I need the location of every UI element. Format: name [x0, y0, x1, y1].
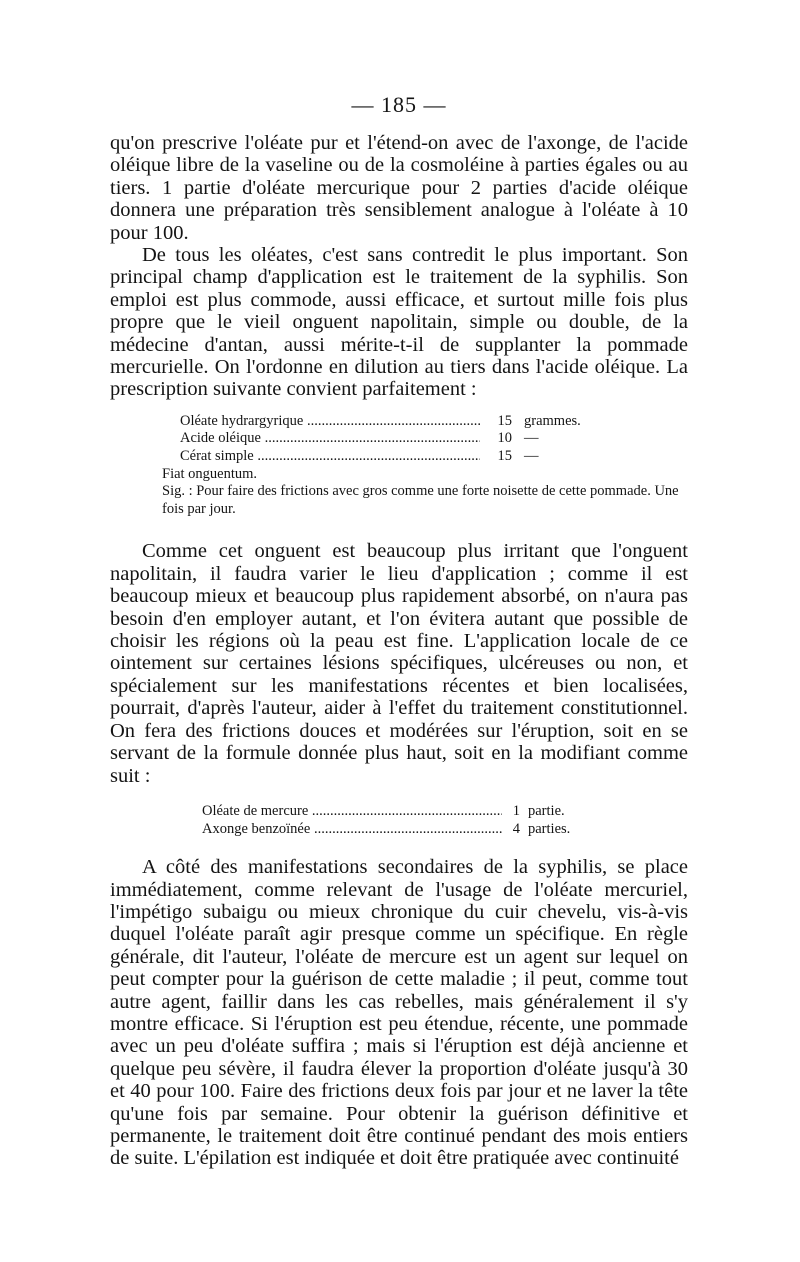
paragraph-3: Comme cet onguent est beaucoup plus irritant que l'onguent napolitain, il faudra varier le lieu d'application ; comme il est beaucoup mieux et beaucoup plus rapidement absorbé, on n'aura pas besoin d'en employer autant, et l'on évitera autant que possible de choisir les régions où la peau est fine. L'application locale de ce ointement sur certaines lésions spécifiques, ulcéreuses ou non, et spécialement sur les manifestations récentes et bien localisées, pourrait, d'après l'auteur, aider à l'effet du traitement constitutionnel. On fera des frictions douces et modérées sur l'éruption, soit en se servant de la formule donnée plus haut, soit en la modifiant comme suit :	[110, 540, 688, 787]
ingredient-name: Axonge benzoïnée .....	[202, 821, 502, 839]
ingredient-unit: —	[524, 430, 539, 447]
ingredient-unit: grammes.	[524, 412, 581, 429]
ingredient-quantity: 1	[512, 802, 520, 819]
ingredient-unit: parties.	[528, 820, 571, 837]
recipe-fiat: Fiat onguentum.	[162, 465, 258, 482]
paragraph-1: qu'on prescrive l'oléate pur et l'étend-on avec de l'axonge, de l'acide oléique libre de la vaseline ou de la cosmoléine à parties égales ou au tiers. 1 partie d'oléate mercurique pour 2 parties d'acide oléique donnera une préparation très sensiblement analogue à l'oléate à 10 pour 100.	[110, 132, 688, 244]
ingredient-quantity: 15	[497, 448, 512, 465]
recipe-item	[180, 413, 688, 431]
ingredient-quantity: 4	[512, 820, 520, 837]
prescription-1	[162, 413, 688, 519]
page-number: — 185 —	[351, 92, 447, 117]
paragraph-4: A côté des manifestations secondaires de la syphilis, se place immédiatement, comme relevant de l'usage de l'oléate mercuriel, l'impétigo subaigu ou mieux chronique du cuir chevelu, vis-à-vis duquel l'oléate paraît agir presque comme un spécifique. En règle générale, dit l'auteur, l'oléate de mercure est un agent sur lequel on peut compter pour la guérison de cette maladie ; il peut, comme tout autre agent, faillir dans les cas rebelles, mais généralement il s'y montre efficace. Si l'éruption est peu étendue, récente, une pommade avec un peu d'oléate suffira ; mais si l'éruption est déjà ancienne et quelque peu sévère, il faudra élever la proportion d'oléate jusqu'à 30 et 40 pour 100. Faire des frictions deux fois par jour et ne laver la tête qu'une fois par semaine. Pour obtenir la guérison définitive et permanente, le traitement doit être continué pendant des mois entiers de suite. L'épilation est indiquée et doit être pratiquée avec continuité	[110, 856, 688, 1170]
book-page	[110, 92, 688, 1170]
ingredient-unit: partie.	[528, 802, 565, 819]
recipe-signa: Sig. : Pour faire des frictions avec gros comme une forte noisette de cette pommade. Une fois par jour.	[162, 483, 679, 517]
ingredient-name: Oléate hydrargyrique .....	[180, 413, 480, 431]
ingredient-name: Cérat simple .....	[180, 448, 480, 466]
ingredient-name: Acide oléique .....	[180, 430, 480, 448]
ingredient-unit: —	[524, 448, 539, 465]
recipe-item	[180, 430, 688, 448]
recipe-item	[202, 821, 688, 839]
recipe-item	[202, 803, 688, 821]
ingredient-name: Oléate de mercure .....	[202, 803, 502, 821]
paragraph-2: De tous les oléates, c'est sans contredit le plus important. Son principal champ d'application est le traitement de la syphilis. Son emploi est plus commode, aussi efficace, et surtout mille fois plus propre que le vieil onguent napolitain, simple ou double, de la médecine d'antan, aussi mérite-t-il de supplanter la pommade mercurielle. On l'ordonne en dilution au tiers dans l'acide oléique. La prescription suivante convient parfaitement :	[110, 244, 688, 401]
ingredient-quantity: 15	[497, 412, 512, 429]
ingredient-quantity: 10	[497, 430, 512, 447]
recipe-item	[180, 448, 688, 466]
prescription-2	[202, 803, 688, 838]
